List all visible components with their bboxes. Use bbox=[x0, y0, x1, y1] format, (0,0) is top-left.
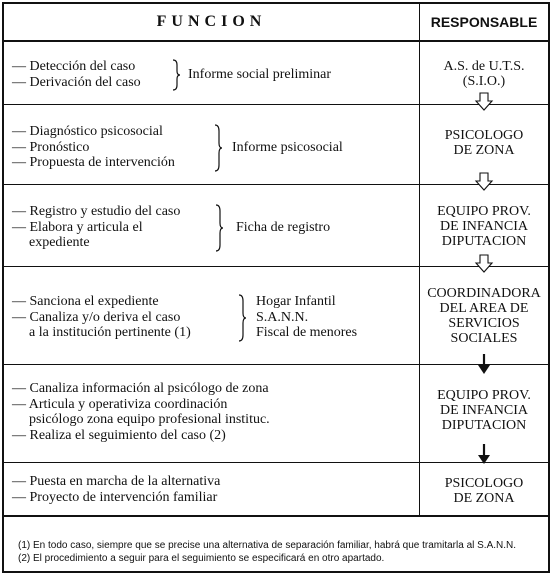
row-5-responsable bbox=[420, 388, 548, 433]
function-item: — Pronóstico bbox=[12, 139, 90, 155]
output-line: S.A.N.N. bbox=[256, 309, 309, 325]
row-4-outputs bbox=[256, 294, 357, 341]
row-divider bbox=[4, 462, 548, 463]
output-line: Hogar Infantil bbox=[256, 294, 336, 309]
responsable-line: SERVICIOS bbox=[448, 316, 520, 331]
responsable-line: PSICOLOGO bbox=[444, 476, 524, 491]
row-1-functions bbox=[12, 59, 141, 90]
responsable-line: A.S. de U.T.S. bbox=[443, 59, 525, 74]
row-divider bbox=[4, 266, 548, 267]
hollow-down-arrow-icon bbox=[474, 254, 494, 274]
function-item: — Elabora y articula el bbox=[12, 219, 143, 235]
responsable-line: DE INFANCIA bbox=[439, 403, 528, 418]
function-item: — Derivación del caso bbox=[12, 74, 141, 90]
row-divider bbox=[4, 104, 548, 105]
responsable-line: DE ZONA bbox=[453, 143, 515, 158]
row-3-responsable bbox=[420, 204, 548, 249]
header-divider bbox=[4, 40, 548, 42]
responsable-line: EQUIPO PROV. bbox=[437, 388, 531, 403]
responsable-line: COORDINADORA bbox=[427, 286, 541, 301]
function-item: psicólogo zona equipo profesional instituc. bbox=[29, 412, 270, 427]
solid-down-arrow-icon bbox=[474, 354, 494, 374]
row-2-functions bbox=[12, 124, 175, 171]
brace-icon bbox=[213, 124, 223, 172]
header-funcion: FUNCION bbox=[156, 13, 267, 30]
function-item: — Articula y operativiza coordinación bbox=[12, 396, 228, 412]
responsable-line: DIPUTACION bbox=[441, 234, 527, 249]
brace-icon bbox=[214, 204, 224, 252]
function-item: — Proyecto de intervención familiar bbox=[12, 489, 218, 505]
responsable-line: DEL AREA DE bbox=[439, 301, 529, 316]
function-item: — Diagnóstico psicosocial bbox=[12, 124, 163, 139]
function-item: — Puesta en marcha de la alternativa bbox=[12, 474, 221, 489]
function-item: — Sanciona el expediente bbox=[12, 294, 159, 309]
footnotes bbox=[18, 539, 516, 565]
footnote-1: (1) En todo caso, siempre que se precise una alternativa de separación familiar, habrá que tramitarla al S.A.N.N. bbox=[18, 540, 517, 551]
responsable-line: SOCIALES bbox=[450, 331, 518, 346]
row-divider bbox=[4, 364, 548, 365]
function-item: — Canaliza y/o deriva el caso bbox=[12, 309, 181, 325]
function-item: expediente bbox=[29, 235, 90, 250]
row-3-functions bbox=[12, 204, 180, 251]
row-divider bbox=[4, 184, 548, 185]
responsable-line: DE INFANCIA bbox=[439, 219, 528, 234]
header-responsable: RESPONSABLE bbox=[430, 14, 538, 30]
brace-icon bbox=[171, 59, 181, 91]
procedure-table bbox=[2, 2, 550, 573]
row-6-responsable bbox=[420, 476, 548, 506]
solid-down-arrow-icon bbox=[474, 444, 494, 464]
responsable-line: EQUIPO PROV. bbox=[437, 204, 531, 219]
row-4-functions bbox=[12, 294, 191, 341]
row-5-functions bbox=[12, 381, 270, 443]
responsable-line: (S.I.O.) bbox=[462, 74, 506, 89]
row-3-output: Ficha de registro bbox=[236, 220, 331, 235]
row-6-functions bbox=[12, 474, 220, 505]
responsable-line: DE ZONA bbox=[453, 491, 515, 506]
function-item: — Propuesta de intervención bbox=[12, 155, 175, 170]
row-4-responsable bbox=[420, 286, 548, 346]
row-1-output: Informe social preliminar bbox=[188, 67, 332, 82]
function-item: — Registro y estudio del caso bbox=[12, 204, 181, 219]
responsable-line: PSICOLOGO bbox=[444, 128, 524, 143]
function-item: a la institución pertinente (1) bbox=[29, 325, 191, 340]
footnote-2: (2) El procedimiento a seguir para el seguimiento se especificará en otro apartado. bbox=[18, 553, 385, 564]
function-item: — Detección del caso bbox=[12, 59, 136, 74]
hollow-down-arrow-icon bbox=[474, 172, 494, 192]
output-line: Fiscal de menores bbox=[256, 325, 358, 340]
footnotes-divider bbox=[4, 515, 548, 517]
function-item: — Canaliza información al psicólogo de zona bbox=[12, 381, 269, 396]
row-1-responsable bbox=[420, 59, 548, 89]
brace-icon bbox=[237, 294, 247, 342]
row-2-output: Informe psicosocial bbox=[232, 140, 343, 155]
function-item: — Realiza el seguimiento del caso (2) bbox=[12, 427, 226, 443]
responsable-line: DIPUTACION bbox=[441, 418, 527, 433]
row-2-responsable bbox=[420, 128, 548, 158]
hollow-down-arrow-icon bbox=[474, 92, 494, 112]
